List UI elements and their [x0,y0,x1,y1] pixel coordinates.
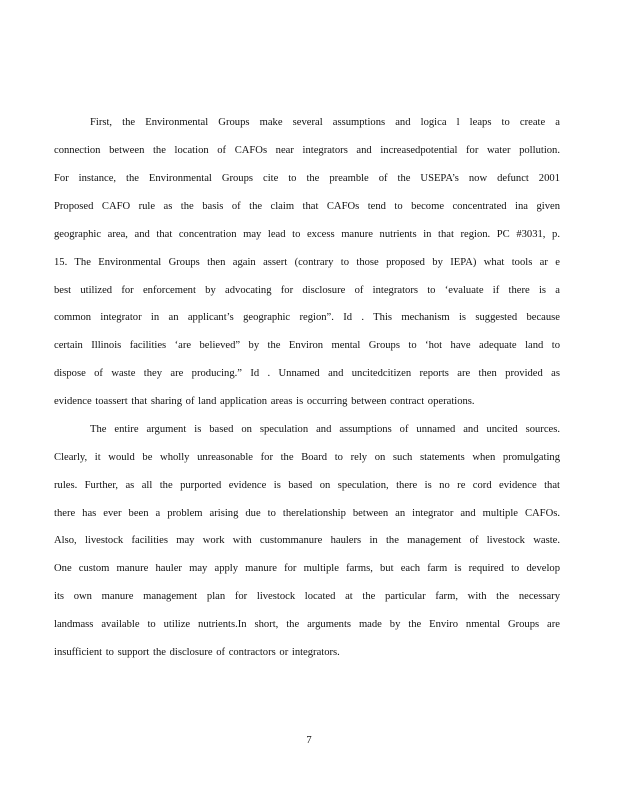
paragraph-2-line-8: landmass available to utilize nutrients.In short, the arguments made by the Enviro nmental Groups are [54,619,560,630]
paragraph-2-line-6: One custom manure hauler may apply manure for multiple farms, but each farm is required to develop [54,563,560,574]
paragraph-2-line-3: rules. Further, as all the purported evidence is based on speculation, there is no re cord evidence that [54,480,560,491]
paragraph-2-line-7: its own manure management plan for livestock located at the particular farm, with the necessary [54,591,560,602]
paragraph-1-line-3: For instance, the Environmental Groups cite to the preamble of the USEPA’s now defunct 2001 [54,173,560,184]
paragraph-2-line-4: there has ever been a problem arising due to therelationship between an integrator and multiple CAFOs. [54,508,560,519]
paragraph-1-line-5: geographic area, and that concentration may lead to excess manure nutrients in that region. PC #3031, p. [54,229,560,240]
paragraph-2-line-2: Clearly, it would be wholly unreasonable for the Board to rely on such statements when promulgating [54,452,560,463]
paragraph-1-line-6: 15. The Environmental Groups then again assert (contrary to those proposed by IEPA) what tools ar e [54,257,560,268]
paragraph-1-line-9: certain Illinois facilities ‘are believed” by the Environ mental Groups to ‘hot have adequate land to [54,340,560,351]
paragraph-1-line-7: best utilized for enforcement by advocating for disclosure of integrators to ‘evaluate if there is a [54,285,560,296]
paragraph-2-line-9: insufficient to support the disclosure of contractors or integrators. [54,647,340,658]
paragraph-1-line-11: evidence toassert that sharing of land application areas is occurring between contract operations. [54,396,475,407]
paragraph-1-line-8: common integrator in an applicant’s geographic region”. Id . This mechanism is suggested because [54,312,560,323]
paragraph-1-line-1: First, the Environmental Groups make several assumptions and logica l leaps to create a [90,117,560,128]
paragraph-1-line-2: connection between the location of CAFOs near integrators and increasedpotential for water pollution. [54,145,560,156]
paragraph-2-line-5: Also, livestock facilities may work with custommanure haulers in the management of livestock waste. [54,535,560,546]
page-number: 7 [306,735,312,746]
paragraph-1-line-10: dispose of waste they are producing.” Id . Unnamed and uncitedcitizen reports are then provided as [54,368,560,379]
paragraph-2-line-1: The entire argument is based on speculation and assumptions of unnamed and uncited sources. [90,424,560,435]
paragraph-1-line-4: Proposed CAFO rule as the basis of the claim that CAFOs tend to become concentrated ina given [54,201,560,212]
